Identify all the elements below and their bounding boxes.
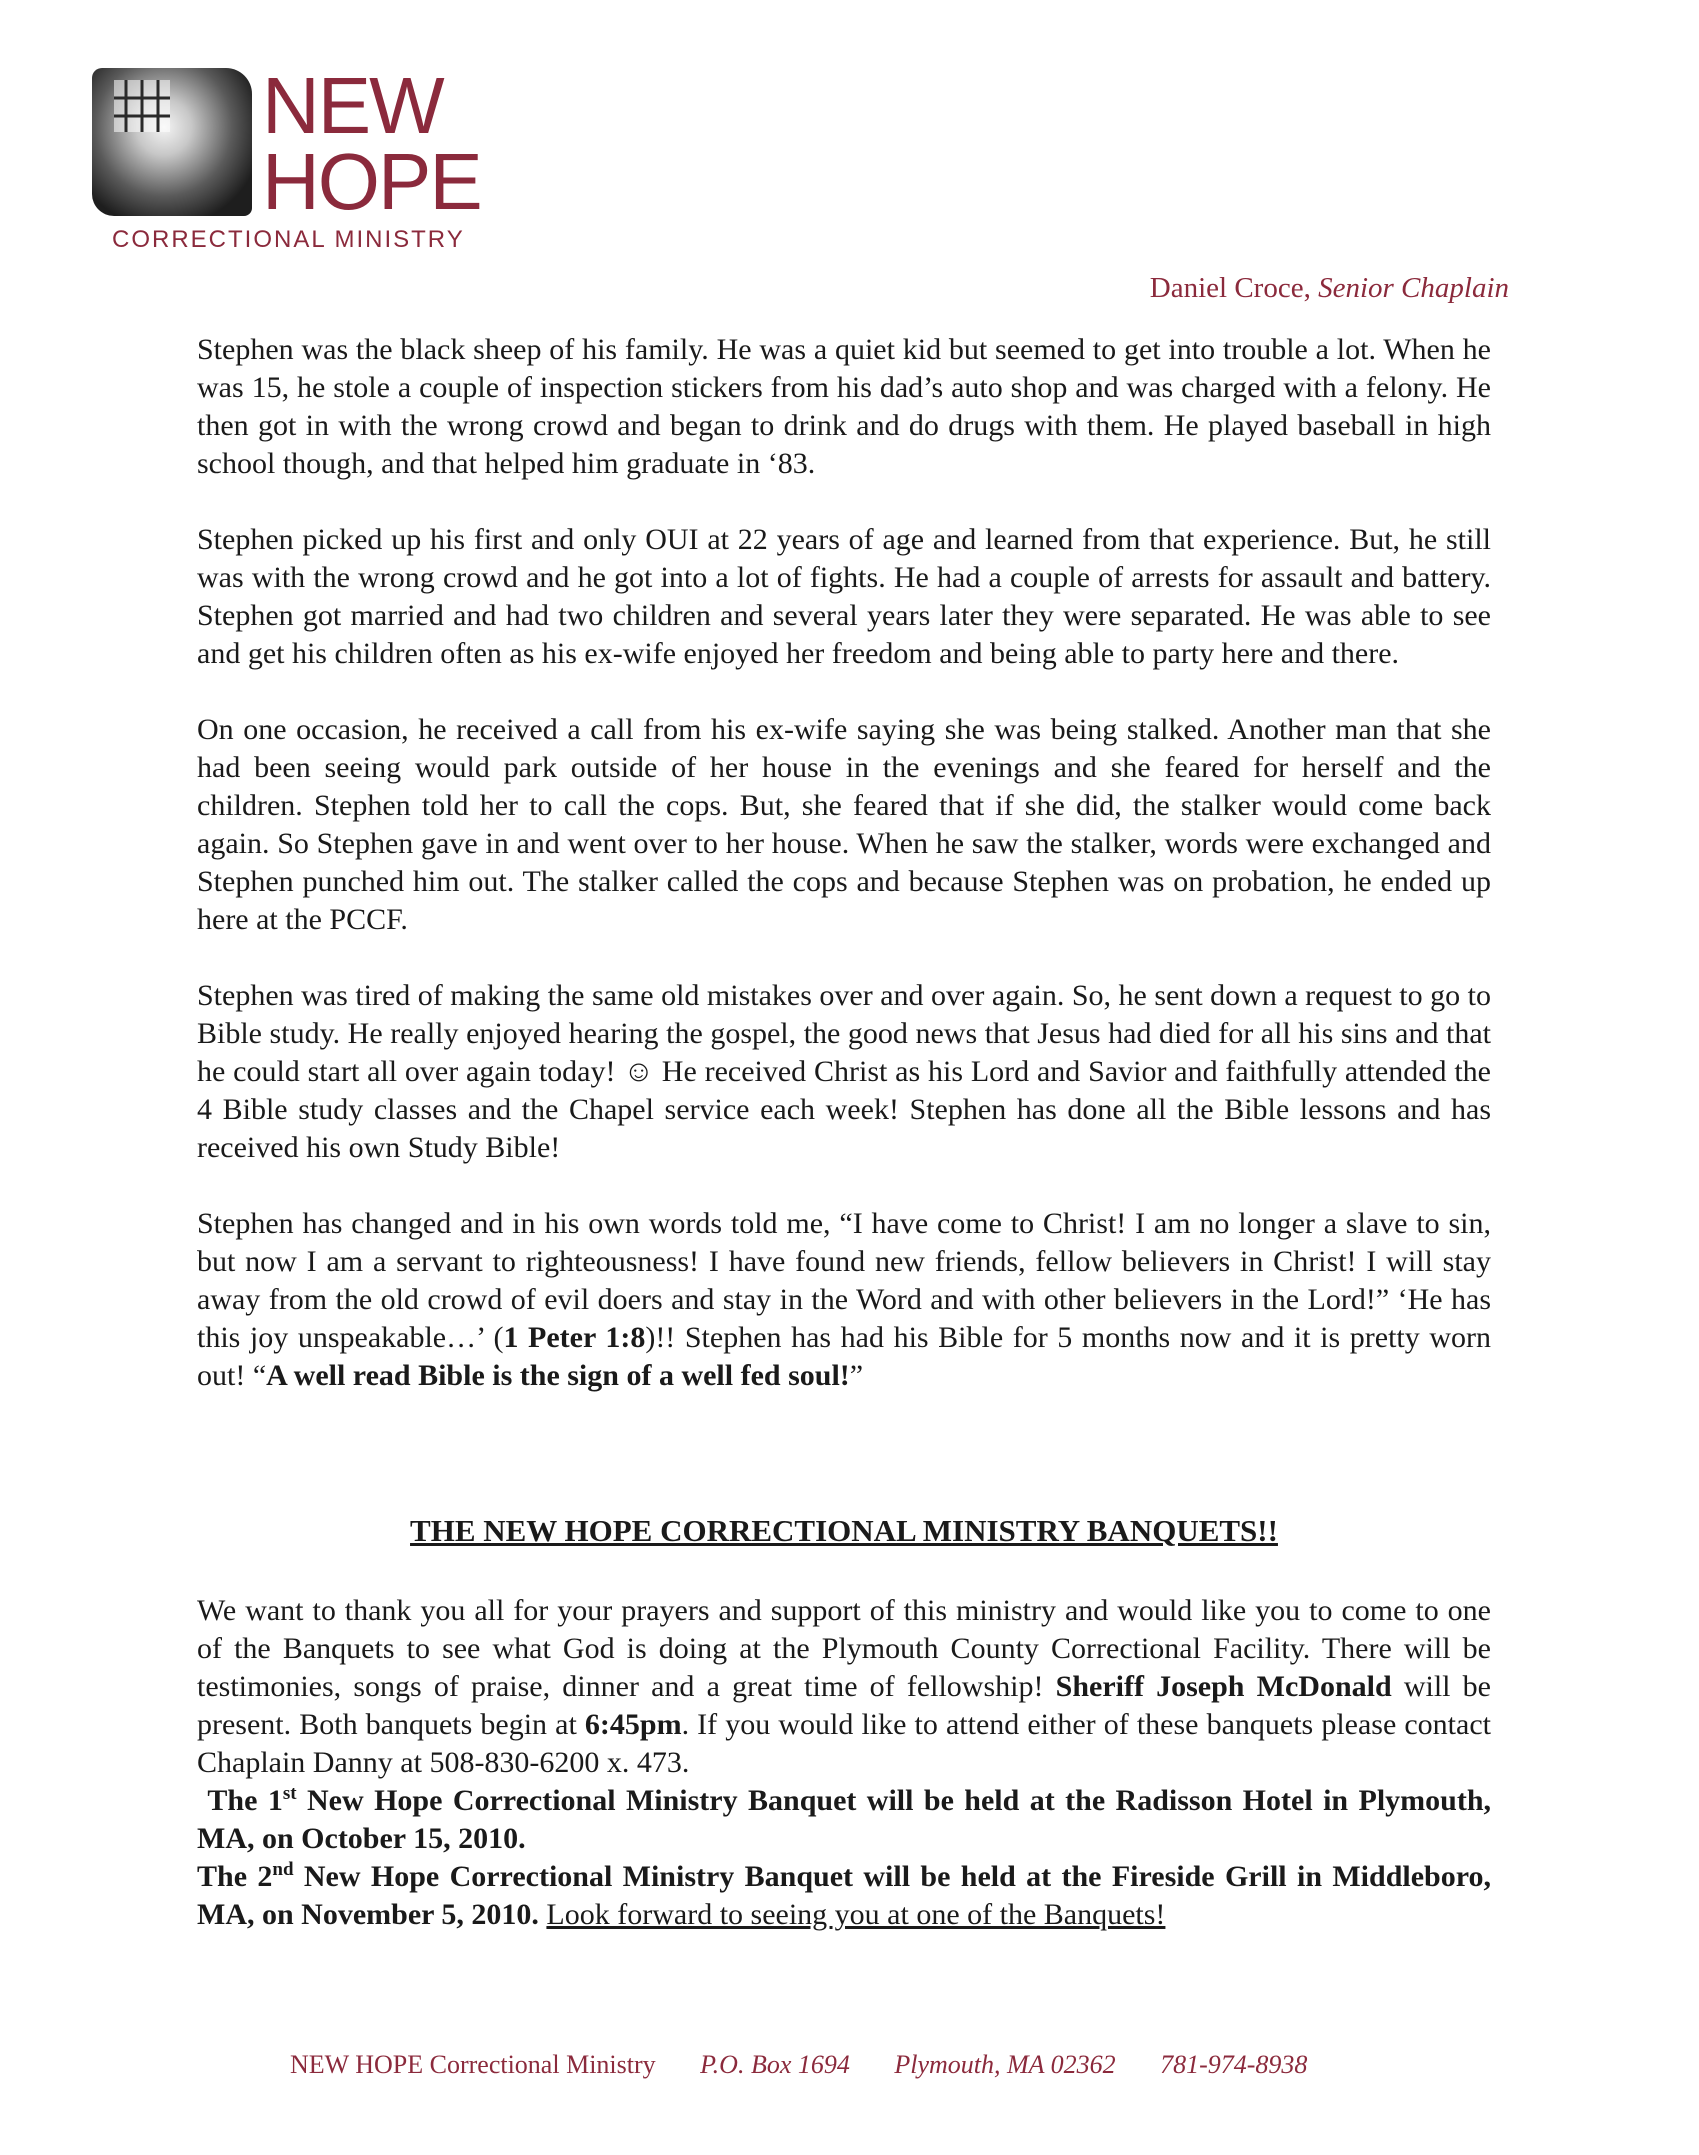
- event-1-text: New Hope Correctional Ministry Banquet will be held at the Radisson Hotel in Plymouth, MA, on October 15, 2010.: [197, 1784, 1492, 1855]
- event-2-text: New Hope Correctional Ministry Banquet will be held at the Fireside Grill in Middleboro, MA, on November 5, 2010.: [197, 1860, 1491, 1931]
- banquet-event-2: [197, 1858, 1491, 1934]
- testimony-story: [197, 331, 1491, 1433]
- logo-word-hope: HOPE: [262, 137, 481, 226]
- story-paragraph-4: Stephen was tired of making the same old mistakes over and over again. So, he sent down a request to go to Bible study. He really enjoyed hearing the gospel, the good news that Jesus had died for all his sins and that he could start all over again today! ☺ He received Christ as his Lord and Savior and faithfully attended the 4 Bible study classes and the Chapel service each week! Stephen has done all the Bible lessons and has received his own Study Bible!: [197, 979, 1491, 1164]
- footer-po-box: P.O. Box 1694: [700, 2050, 850, 2079]
- story-paragraph-2: Stephen picked up his first and only OUI at 22 years of age and learned from that experience. But, he still was with the wrong crowd and he got into a lot of fights. He had a couple of arrests for assault and battery. Stephen got married and had two children and several years later they were separated. He was able to see and get his children often as his ex-wife enjoyed her freedom and being able to party here and there.: [197, 523, 1491, 670]
- story-p5-text-a: Stephen has changed and in his own words told me, “I have come to Christ! I am no longer a slave to sin, but now I am a servant to righteousness! I have found new friends, fellow believers in Christ! I will stay away from the old crowd of evil doers and stay in the Word and with other believers in the Lord!” ‘He has this joy unspeakable…’ (: [197, 1207, 1491, 1354]
- story-p5-text-b: )!! Stephen has had his Bible for 5 months now and it is pretty worn out! “: [197, 1321, 1491, 1392]
- ministry-logo: [92, 62, 512, 262]
- letterhead-footer: [290, 2050, 1345, 2080]
- intro-text-c: . If you would like to attend either of these banquets please contact Chaplain Danny at 508-830-6200 x. 473.: [197, 1708, 1491, 1779]
- chaplain-title: Senior Chaplain: [1318, 272, 1509, 304]
- story-paragraph-1: Stephen was the black sheep of his family. He was a quiet kid but seemed to get into trouble a lot. When he was 15, he stole a couple of inspection stickers from his dad’s auto shop and was charged with a felony. He then got in with the wrong crowd and began to drink and do drugs with them. He played baseball in high school though, and that helped him graduate in ‘83.: [197, 333, 1491, 480]
- chaplain-signature-line: [1150, 272, 1509, 305]
- story-p5-text-c: ”: [849, 1359, 864, 1392]
- intro-text-a: We want to thank you all for your prayers and support of this ministry and would like you to come to one of the Banquets to see what God is doing at the Plymouth County Correctional Facility. There will be testimonies, songs of praise, dinner and a great time of fellowship!: [197, 1594, 1491, 1703]
- banquets-section: [197, 1592, 1491, 1934]
- story-paragraph-5: [197, 1205, 1491, 1395]
- footer-org: NEW HOPE Correctional Ministry: [290, 2050, 656, 2079]
- chaplain-name: Daniel Croce,: [1149, 272, 1311, 304]
- bible-quote: A well read Bible is the sign of a well fed soul!: [266, 1359, 850, 1392]
- banquets-heading: THE NEW HOPE CORRECTIONAL MINISTRY BANQUETS!!: [410, 1513, 1278, 1548]
- banquet-time: 6:45pm: [584, 1708, 682, 1741]
- event-1-ordinal: st: [282, 1783, 297, 1804]
- closing-line: Look forward to seeing you at one of the Banquets!: [546, 1898, 1166, 1931]
- sheriff-name: Sheriff Joseph McDonald: [1055, 1670, 1392, 1703]
- prison-window-icon: [92, 68, 252, 216]
- scripture-reference: 1 Peter 1:8: [503, 1321, 646, 1354]
- footer-city: Plymouth, MA 02362: [894, 2050, 1116, 2079]
- footer-phone: 781-974-8938: [1160, 2050, 1308, 2079]
- banquet-event-1: [197, 1782, 1491, 1858]
- intro-text-b: will be present. Both banquets begin at: [197, 1670, 1491, 1741]
- event-1-prefix: The 1: [207, 1784, 283, 1817]
- event-2-ordinal: nd: [272, 1859, 294, 1880]
- event-2-prefix: The 2: [197, 1860, 273, 1893]
- logo-subtitle: CORRECTIONAL MINISTRY: [112, 226, 465, 253]
- logo-word-new: NEW: [262, 61, 443, 150]
- banquets-intro: [197, 1592, 1491, 1782]
- story-paragraph-3: On one occasion, he received a call from his ex-wife saying she was being stalked. Another man that she had been seeing would park outside of her house in the evenings and she feared for herself and the children. Stephen told her to call the cops. But, she feared that if she did, the stalker would come back again. So Stephen gave in and went over to her house. When he saw the stalker, words were exchanged and Stephen punched him out. The stalker called the cops and because Stephen was on probation, he ended up here at the PCCF.: [197, 713, 1491, 936]
